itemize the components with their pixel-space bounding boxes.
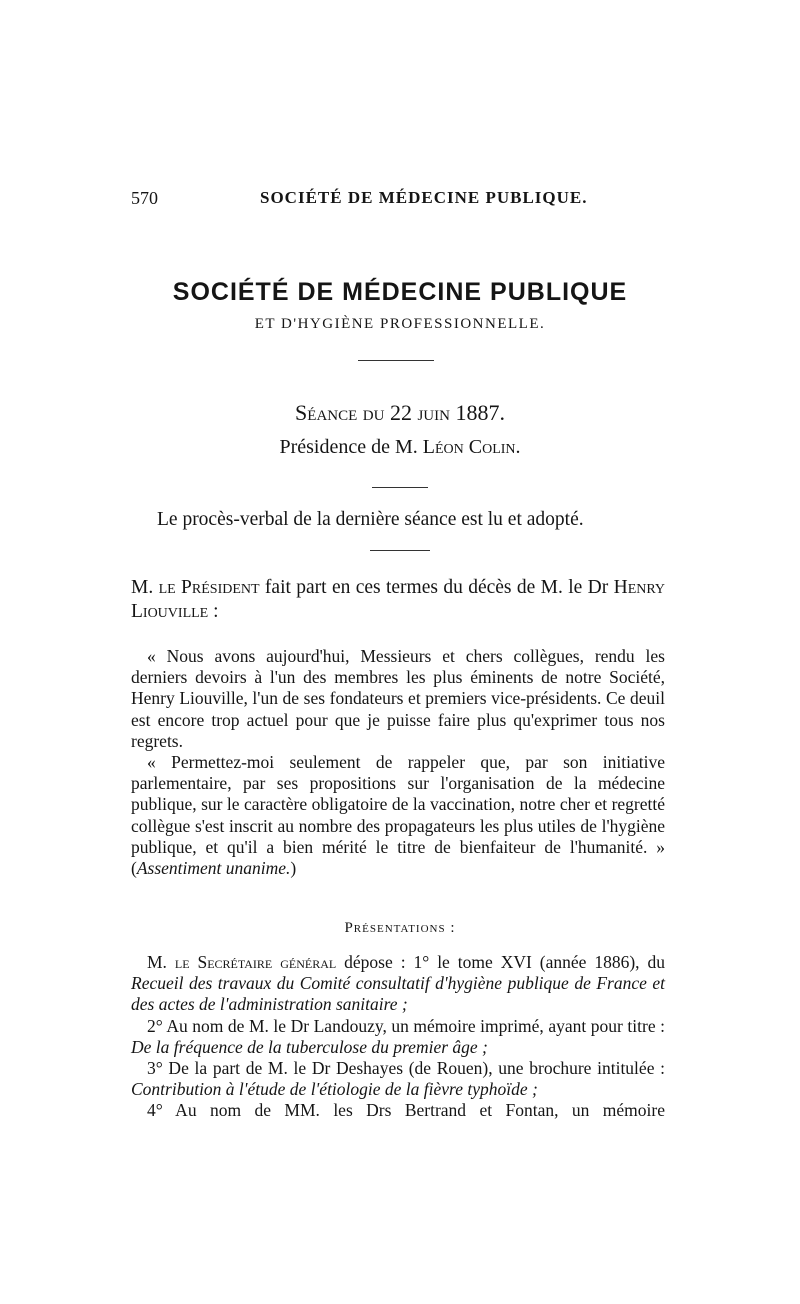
item-3-text: 3° De la part de M. le Dr Deshayes (de Rouen), une brochure intitulée : (147, 1058, 665, 1079)
item-1-text: dépose : 1° le tome XVI (année 1886), du (336, 952, 665, 972)
item-1-title: Recueil des travaux du Comité consultatif d'hygiène publique de France et des actes de l'administration sanitaire ; (131, 973, 665, 1015)
announcement-text: fait part en ces termes du décès de M. le (259, 577, 588, 598)
divider-rule (372, 487, 428, 488)
session-date: Séance du 22 juin 1887. (295, 400, 505, 425)
divider-rule (358, 360, 434, 361)
eulogy-paragraph-2 (131, 752, 665, 879)
deceased-name: Henry Liouville (131, 577, 666, 622)
minutes-line: Le procès-verbal de la dernière séance est lu et adopté. (157, 509, 584, 530)
announcement-paragraph (131, 576, 665, 624)
president-name: Léon Colin. (422, 436, 521, 458)
running-title: SOCIÉTÉ DE MÉDECINE PUBLIQUE. (260, 188, 588, 207)
presentations-heading: Présentations : (344, 920, 456, 936)
section-subtitle: ET D'HYGIÈNE PROFESSIONNELLE. (254, 316, 546, 332)
presentation-item-1 (131, 952, 665, 1016)
announcement-end: : (208, 601, 219, 622)
presentation-item-2 (131, 1016, 665, 1058)
presentation-item-4: 4° Au nom de MM. les Drs Bertrand et Fontan, un mémoire (147, 1100, 665, 1121)
presidence-prefix: Présidence de M. (279, 436, 423, 458)
item-2-title: De la fréquence de la tuberculose du premier âge ; (131, 1036, 488, 1057)
presentations-list (131, 952, 665, 1122)
section-title: SOCIÉTÉ DE MÉDECINE PUBLIQUE (172, 278, 628, 306)
item-3-title: Contribution à l'étude de l'étiologie de la fièvre typhoïde ; (131, 1079, 538, 1100)
assentiment-note: Assentiment unanime. (136, 858, 291, 879)
page-number: 570 (131, 188, 158, 208)
presentation-item-3 (131, 1058, 665, 1100)
item-2-text: 2° Au nom de M. le Dr Landouzy, un mémoire imprimé, ayant pour titre : (147, 1015, 665, 1036)
divider-rule (370, 550, 430, 551)
session-presidence (0, 436, 800, 459)
eulogy-paragraph-1: « Nous avons aujourd'hui, Messieurs et chers collègues, rendu les derniers devoirs à l'un des membres les plus éminents de notre Société, Henry Liouville, l'un de ses fondateurs et premiers vice-présidents. Ce deuil est encore trop actuel pour que je puisse faire plus qu'exprimer tous nos regrets. (131, 646, 665, 751)
eulogy-paragraph-2-text: « Permettez-moi seulement de rappeler que, par son initiative parlementaire, par ses propositions sur l'organisation de la médecine publique, sur le caractère obligatoire de la vaccination, notre cher et regretté collègue s'est inscrit au nombre des propagateurs les plus utiles de l'hygiène publique, et qu'il a bien mérité le titre de bienfaiteur de l'humanité. » ( (131, 752, 665, 879)
announcement-speaker: M. le Président (131, 577, 260, 598)
eulogy-quote (131, 646, 665, 879)
secretary-label: M. le Secrétaire général (147, 952, 337, 972)
eulogy-paragraph-2-end: ) (290, 858, 297, 879)
deceased-title: Dr (587, 577, 614, 598)
